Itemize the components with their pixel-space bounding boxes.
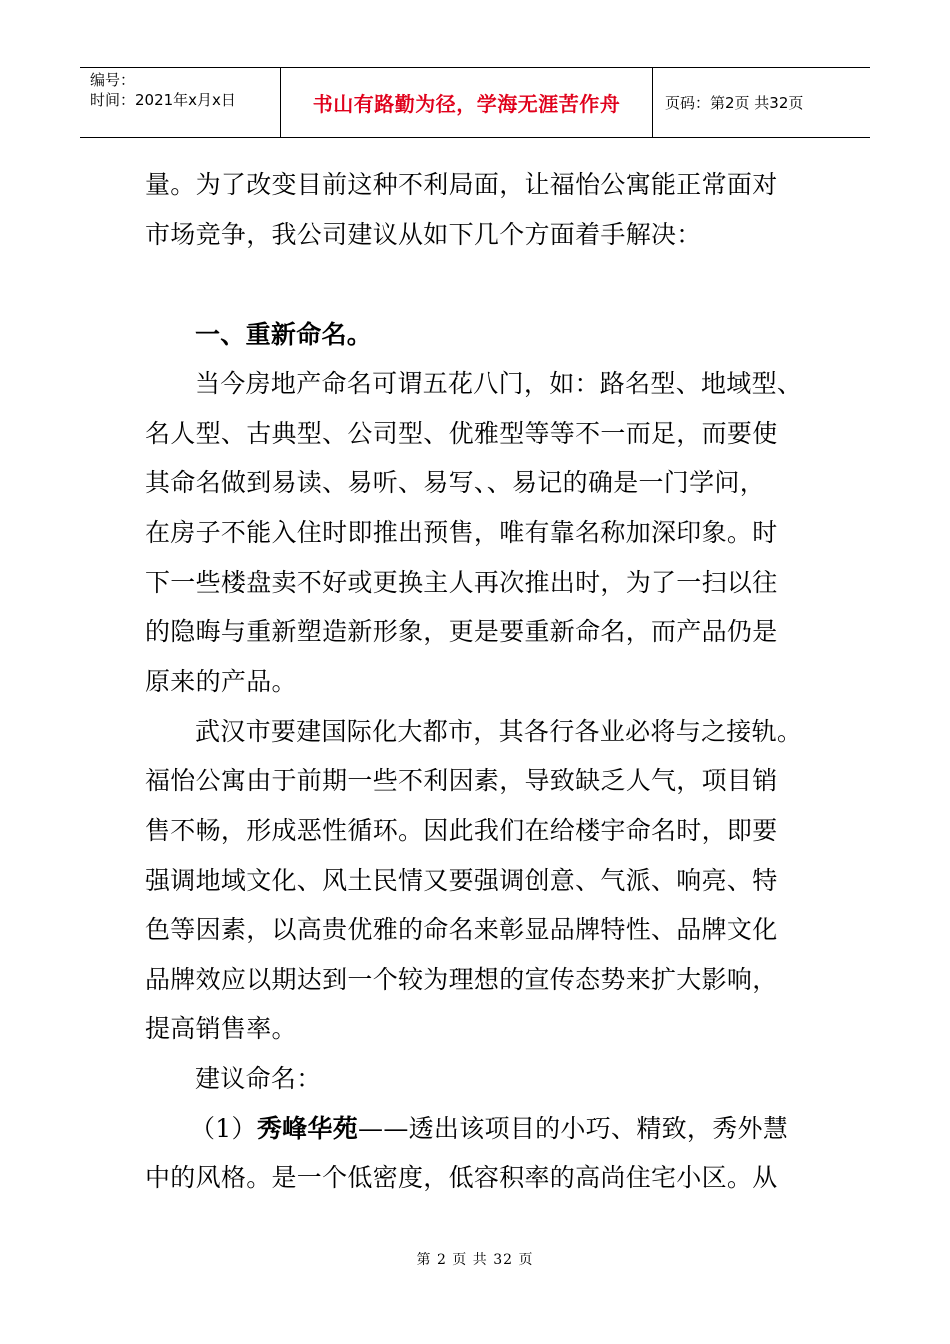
item-number: （1） bbox=[190, 1114, 257, 1143]
text-line: 福怡公寓由于前期一些不利因素，导致缺乏人气，项目销 bbox=[145, 766, 778, 795]
header-meta-cell bbox=[80, 68, 281, 137]
text-line: 的隐晦与重新塑造新形象，更是要重新命名，而产品仍是 bbox=[145, 617, 778, 646]
header-page-code: 页码：第2页 共32页 bbox=[665, 94, 804, 112]
text-line: 售不畅，形成恶性循环。因此我们在给楼宇命名时，即要 bbox=[145, 816, 778, 845]
section-heading: 一、重新命名。 bbox=[195, 320, 373, 349]
text-line: 其命名做到易读、易听、易写、、易记的确是一门学问， bbox=[145, 468, 766, 497]
text-line: 在房子不能入住时即推出预售，唯有靠名称加深印象。时 bbox=[145, 518, 778, 547]
header-motto-cell bbox=[281, 68, 653, 137]
text-line: 市场竞争，我公司建议从如下几个方面着手解决： bbox=[145, 220, 702, 249]
time-label: 时间：2021年x月x日 bbox=[90, 91, 236, 109]
page-footer: 第 2 页 共 32 页 bbox=[416, 1252, 534, 1268]
text-line: 提高销售率。 bbox=[145, 1014, 297, 1043]
text-line: 当今房地产命名可谓五花八门，如：路名型、地域型、 bbox=[195, 369, 803, 398]
header-motto: 书山有路勤为径，学海无涯苦作舟 bbox=[312, 92, 621, 116]
text-line: 强调地域文化、风土民情又要强调创意、气派、响亮、特 bbox=[145, 866, 778, 895]
text-line: 武汉市要建国际化大都市，其各行各业必将与之接轨。 bbox=[195, 717, 803, 746]
document-header bbox=[80, 67, 870, 138]
text-line: 量。为了改变目前这种不利局面，让福怡公寓能正常面对 bbox=[145, 170, 778, 199]
text-line: 名人型、古典型、公司型、优雅型等等不一而足，而要使 bbox=[145, 419, 778, 448]
text-line: 色等因素，以高贵优雅的命名来彰显品牌特性、品牌文化 bbox=[145, 915, 778, 944]
text-line: 中的风格。是一个低密度，低容积率的高尚住宅小区。从 bbox=[145, 1163, 778, 1192]
header-page-cell bbox=[653, 68, 870, 137]
text-line: 下一些楼盘卖不好或更换主人再次推出时，为了一扫以往 bbox=[145, 568, 778, 597]
item-description: ——透出该项目的小巧、精致，秀外慧 bbox=[358, 1114, 789, 1143]
text-line: 品牌效应以期达到一个较为理想的宣传态势来扩大影响， bbox=[145, 965, 778, 994]
number-label: 编号： bbox=[90, 71, 136, 89]
text-line: 建议命名： bbox=[195, 1064, 322, 1093]
list-item bbox=[190, 1114, 788, 1144]
text-line: 原来的产品。 bbox=[145, 667, 297, 696]
item-name: 秀峰华苑 bbox=[256, 1114, 359, 1143]
